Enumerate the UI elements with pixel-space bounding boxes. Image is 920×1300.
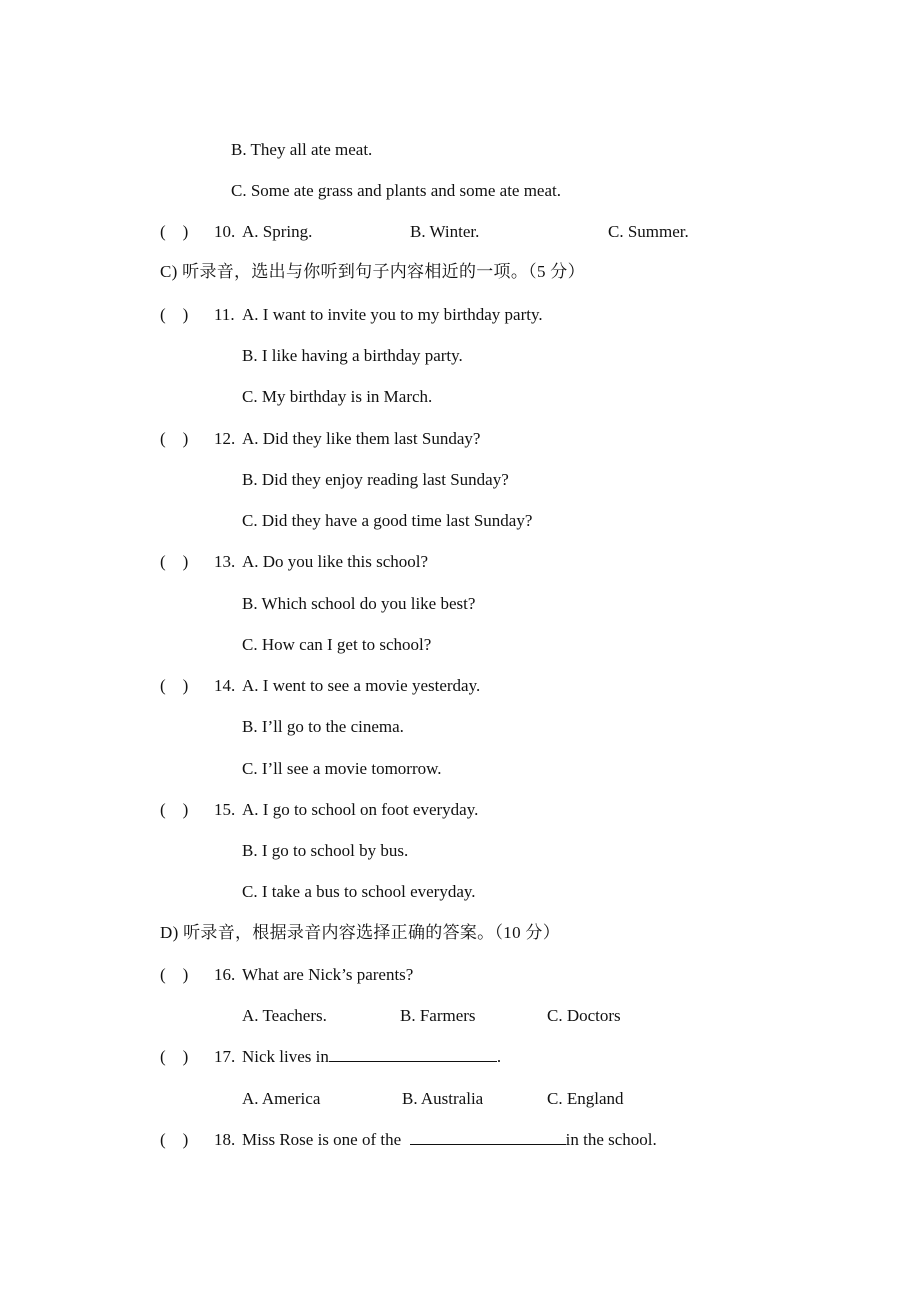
q14-answer-paren[interactable]: ( ) [160, 676, 189, 695]
q10-option-b: B. Winter. [410, 222, 480, 241]
q18-question-text: Miss Rose is one of the [242, 1130, 402, 1149]
q16-number: 16. [214, 965, 236, 984]
q14-option-a: A. I went to see a movie yesterday. [242, 676, 481, 695]
section-d-heading: D) 听录音，根据录音内容选择正确的答案。（10 分） [160, 923, 561, 942]
q10-answer-paren[interactable]: ( ) [160, 222, 189, 241]
q17-question-text: Nick lives in [242, 1047, 329, 1066]
q11-number: 11. [214, 305, 235, 324]
q10-option-c: C. Summer. [608, 222, 689, 241]
q12-answer-paren[interactable]: ( ) [160, 429, 189, 448]
q11-option-c: C. My birthday is in March. [242, 387, 433, 406]
q17-question [242, 1047, 501, 1067]
q11-option-a: A. I want to invite you to my birthday party. [242, 305, 543, 324]
q9-option-c: C. Some ate grass and plants and some ate meat. [231, 181, 561, 200]
q13-answer-paren[interactable]: ( ) [160, 552, 189, 571]
q17-option-c: C. England [547, 1089, 624, 1108]
q12-option-c: C. Did they have a good time last Sunday? [242, 511, 533, 530]
q13-option-b: B. Which school do you like best? [242, 594, 476, 613]
q12-option-a: A. Did they like them last Sunday? [242, 429, 481, 448]
q18-answer-paren[interactable]: ( ) [160, 1130, 189, 1149]
q12-option-b: B. Did they enjoy reading last Sunday? [242, 470, 509, 489]
q13-option-c: C. How can I get to school? [242, 635, 432, 654]
q10-number: 10. [214, 222, 236, 241]
q11-answer-paren[interactable]: ( ) [160, 305, 189, 324]
q18-answer-blank[interactable] [410, 1130, 566, 1145]
q15-answer-paren[interactable]: ( ) [160, 800, 189, 819]
q18-question [242, 1130, 657, 1150]
q16-option-b: B. Farmers [400, 1006, 476, 1025]
section-c-heading: C) 听录音，选出与你听到句子内容相近的一项。（5 分） [160, 262, 585, 281]
q18-question-end: in the school. [565, 1130, 657, 1149]
q16-option-a: A. Teachers. [242, 1006, 327, 1025]
q17-option-b: B. Australia [402, 1089, 484, 1108]
q15-number: 15. [214, 800, 236, 819]
q14-number: 14. [214, 676, 236, 695]
q16-option-c: C. Doctors [547, 1006, 621, 1025]
q12-number: 12. [214, 429, 236, 448]
q13-option-a: A. Do you like this school? [242, 552, 429, 571]
q18-number: 18. [214, 1130, 236, 1149]
q15-option-c: C. I take a bus to school everyday. [242, 882, 476, 901]
q16-question: What are Nick’s parents? [242, 965, 414, 984]
q11-option-b: B. I like having a birthday party. [242, 346, 463, 365]
q14-option-b: B. I’ll go to the cinema. [242, 717, 404, 736]
q14-option-c: C. I’ll see a movie tomorrow. [242, 759, 442, 778]
q17-answer-blank[interactable] [329, 1047, 497, 1062]
q9-option-b: B. They all ate meat. [231, 140, 373, 159]
q15-option-a: A. I go to school on foot everyday. [242, 800, 479, 819]
q10-option-a: A. Spring. [242, 222, 313, 241]
q17-question-end: . [496, 1047, 502, 1066]
q16-answer-paren[interactable]: ( ) [160, 965, 189, 984]
q17-option-a: A. America [242, 1089, 321, 1108]
q17-number: 17. [214, 1047, 236, 1066]
q15-option-b: B. I go to school by bus. [242, 841, 409, 860]
q17-answer-paren[interactable]: ( ) [160, 1047, 189, 1066]
q13-number: 13. [214, 552, 236, 571]
